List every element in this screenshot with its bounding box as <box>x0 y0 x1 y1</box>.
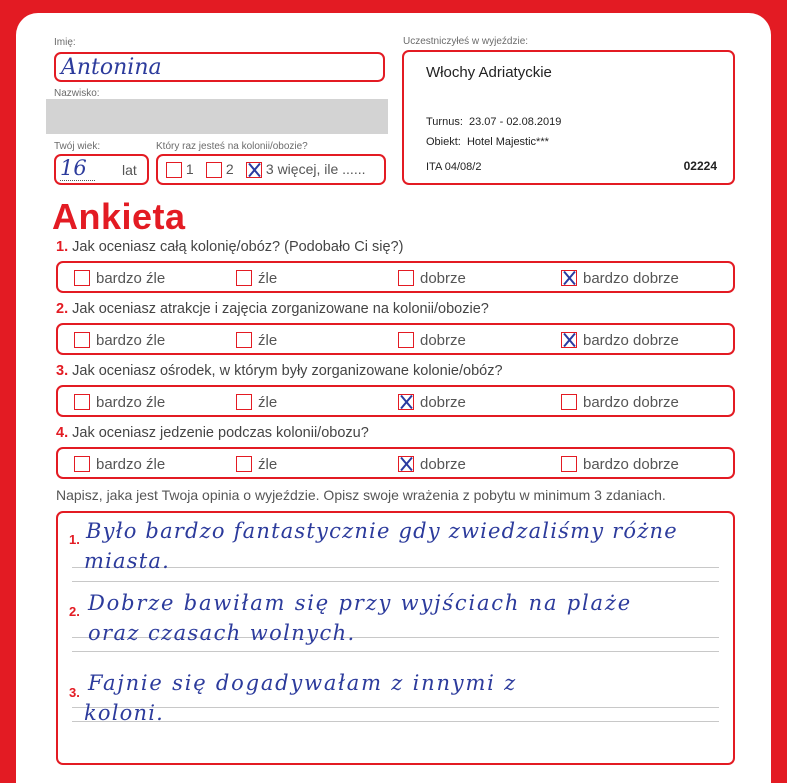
question-3-options <box>56 385 735 417</box>
q1-option-good[interactable]: dobrze <box>398 270 466 287</box>
survey-sheet <box>16 13 771 783</box>
surname-label: Nazwisko: <box>54 88 100 99</box>
question-4-options <box>56 447 735 479</box>
answer-2-line-2: oraz czasach wolnych. <box>88 621 356 645</box>
ruled-line <box>72 707 719 708</box>
answer-1-line-1: Było bardzo fantastycznie gdy zwiedzaliśmy różne <box>86 519 678 543</box>
trip-number: 02224 <box>683 159 717 173</box>
q3-option-very-bad[interactable]: bardzo źle <box>74 394 165 411</box>
q2-option-very-bad[interactable]: bardzo źle <box>74 332 165 349</box>
times-option-3[interactable]: 3 więcej, ile ...... <box>246 161 365 178</box>
checkbox-checked[interactable] <box>246 162 262 178</box>
trip-destination: Włochy Adriatyckie <box>426 64 552 81</box>
question-2: 2. Jak oceniasz atrakcje i zajęcia zorganizowane na kolonii/obozie? <box>56 301 489 317</box>
q2-option-bad[interactable]: źle <box>236 332 277 349</box>
answer-number-1: 1. <box>69 532 80 547</box>
surname-redacted-field <box>46 99 388 134</box>
page-title: Ankieta <box>52 196 186 237</box>
checkbox[interactable] <box>166 162 182 178</box>
q1-option-very-bad[interactable]: bardzo źle <box>74 270 165 287</box>
first-name-label: Imię: <box>54 37 76 48</box>
q2-option-very-good[interactable]: bardzo dobrze <box>561 332 679 349</box>
answer-number-2: 2. <box>69 604 80 619</box>
age-unit: lat <box>122 162 137 178</box>
opinion-box[interactable] <box>56 511 735 765</box>
answer-3-line-2: koloni. <box>84 701 165 725</box>
q1-option-very-good[interactable]: bardzo dobrze <box>561 270 679 287</box>
q4-option-very-bad[interactable]: bardzo źle <box>74 456 165 473</box>
trip-object: Obiekt: Hotel Majestic*** <box>426 136 549 148</box>
q3-option-bad[interactable]: źle <box>236 394 277 411</box>
participants-label: Uczestniczyłeś w wyjeździe: <box>403 36 529 47</box>
q1-option-bad[interactable]: źle <box>236 270 277 287</box>
trip-info-box <box>402 50 735 185</box>
q2-option-good[interactable]: dobrze <box>398 332 466 349</box>
first-name-field[interactable] <box>54 52 385 82</box>
question-4: 4. Jak oceniasz jedzenie podczas kolonii/obozu? <box>56 425 369 441</box>
first-name-value: Antonina <box>61 55 162 80</box>
question-3: 3. Jak oceniasz ośrodek, w którym były zorganizowane kolonie/obóz? <box>56 363 503 379</box>
times-option-2[interactable]: 2 <box>206 161 234 178</box>
q4-option-very-good[interactable]: bardzo dobrze <box>561 456 679 473</box>
question-2-options <box>56 323 735 355</box>
trip-code: ITA 04/08/2 <box>426 161 482 173</box>
answer-2-line-1: Dobrze bawiłam się przy wyjściach na plaże <box>88 591 632 615</box>
ruled-line <box>72 581 719 582</box>
trip-turnus: Turnus: 23.07 - 02.08.2019 <box>426 116 562 128</box>
q4-option-bad[interactable]: źle <box>236 456 277 473</box>
times-label: Który raz jesteś na kolonii/obozie? <box>156 141 308 152</box>
times-option-1[interactable]: 1 <box>166 161 194 178</box>
times-field[interactable] <box>156 154 386 185</box>
q3-option-good[interactable]: dobrze <box>398 394 466 411</box>
ruled-line <box>72 721 719 722</box>
question-1: 1. Jak oceniasz całą kolonię/obóz? (Podobało Ci się?) <box>56 239 404 255</box>
answer-1-line-2: miasta. <box>84 549 170 573</box>
question-1-options <box>56 261 735 293</box>
answer-3-line-1: Fajnie się dogadywałam z innymi z <box>88 671 518 695</box>
q4-option-good[interactable]: dobrze <box>398 456 466 473</box>
opinion-prompt: Napisz, jaka jest Twoja opinia o wyjeździe. Opisz swoje wrażenia z pobytu w minimum 3 zdaniach. <box>56 487 666 503</box>
age-label: Twój wiek: <box>54 141 101 152</box>
q3-option-very-good[interactable]: bardzo dobrze <box>561 394 679 411</box>
answer-number-3: 3. <box>69 685 80 700</box>
checkbox[interactable] <box>206 162 222 178</box>
ruled-line <box>72 651 719 652</box>
age-field[interactable] <box>54 154 149 185</box>
age-value: 16 <box>60 156 95 181</box>
